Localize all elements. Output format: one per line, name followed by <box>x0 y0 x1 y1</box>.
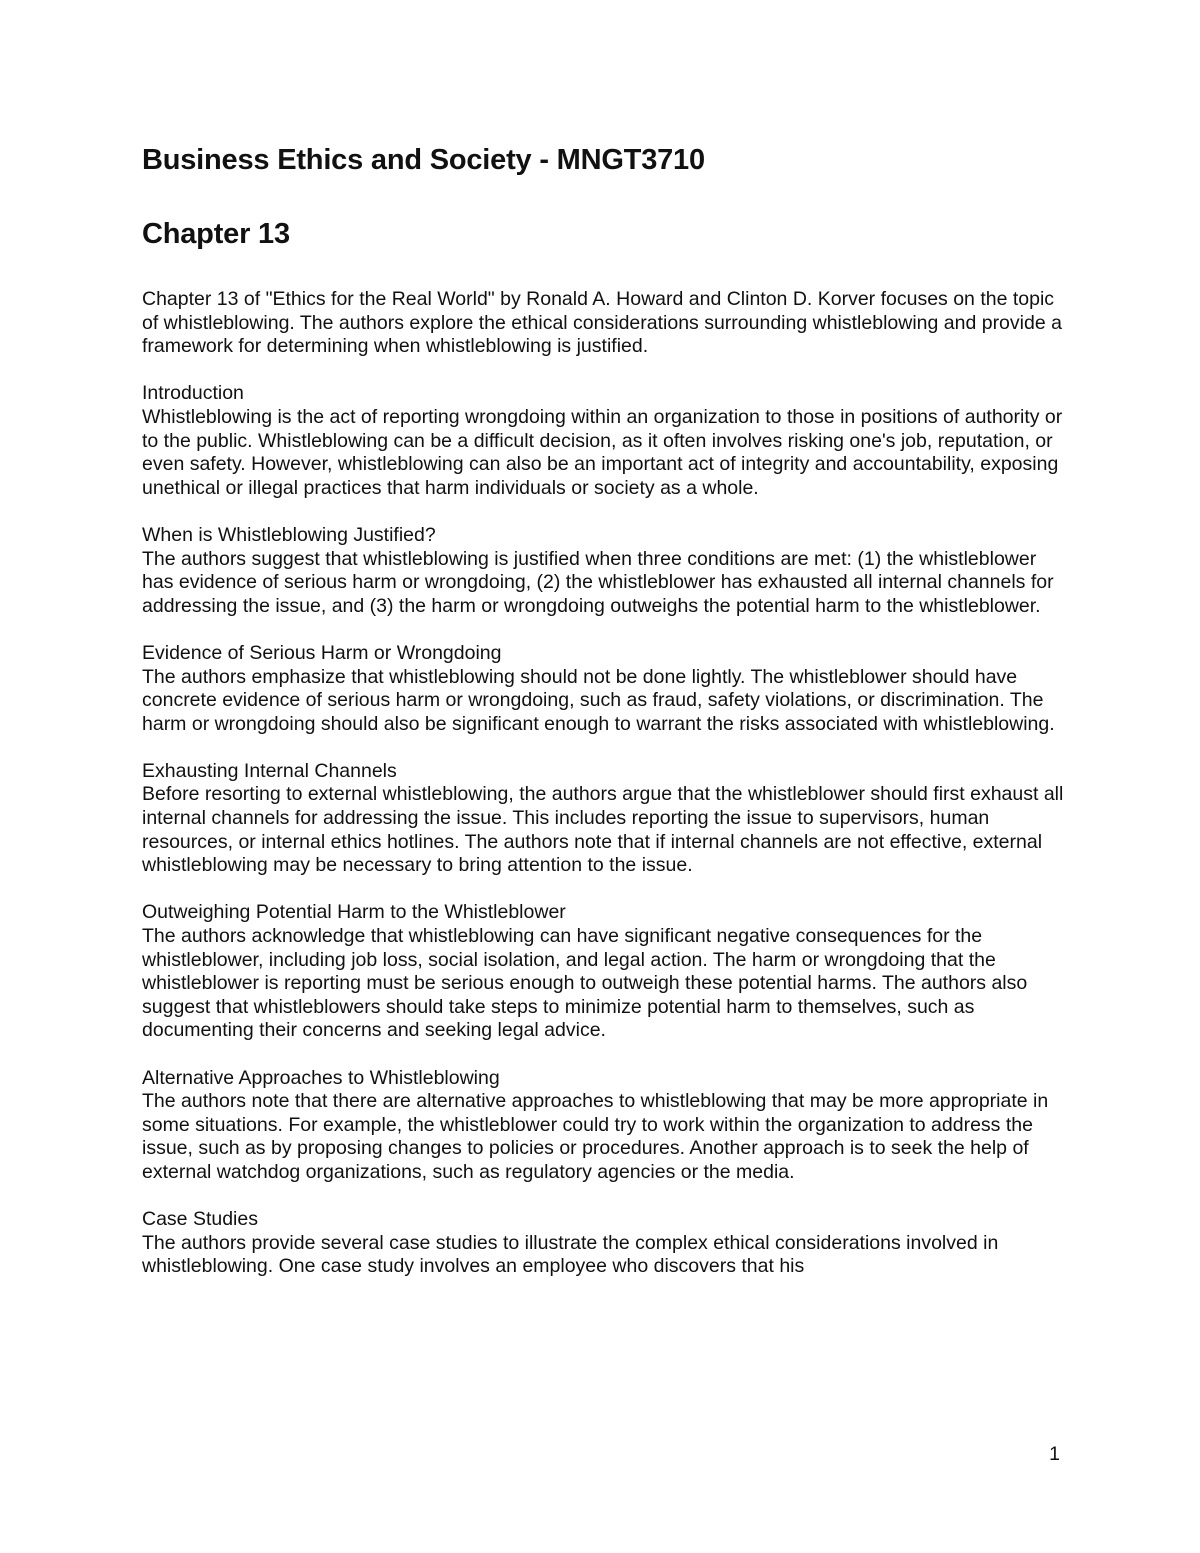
section-body: The authors emphasize that whistleblowing should not be done lightly. The whistleblower should have concrete evidence of serious harm or wrongdoing, such as fraud, safety violations, or discrimination. The harm or wrongdoing should also be significant enough to warrant the risks associated with whistleblowing. <box>142 665 1055 735</box>
section-title: Outweighing Potential Harm to the Whistleblower <box>142 901 566 924</box>
page-number: 1 <box>1049 1443 1060 1465</box>
section-body: Before resorting to external whistleblowing, the authors argue that the whistleblower should first exhaust all internal channels for addressing the issue. This includes reporting the issue to supervisors, human resources, or internal ethics hotlines. The authors note that if internal channels are not effective, external whistleblowing may be necessary to bring attention to the issue. <box>142 783 1064 877</box>
section-when-justified <box>142 524 1067 618</box>
section-case-studies <box>142 1208 1067 1279</box>
section-body: Whistleblowing is the act of reporting wrongdoing within an organization to those in positions of authority or to the public. Whistleblowing can be a difficult decision, as it often involves risking one's job, reputation, or even safety. However, whistleblowing can also be an important act of integrity and accountability, exposing unethical or illegal practices that harm individuals or society as a whole. <box>142 405 1063 499</box>
document-content <box>142 140 1067 1303</box>
section-evidence <box>142 642 1067 736</box>
section-outweighing-harm <box>142 901 1067 1043</box>
section-alternative-approaches <box>142 1067 1067 1185</box>
section-internal-channels <box>142 760 1067 878</box>
section-title: When is Whistleblowing Justified? <box>142 523 436 546</box>
section-body: The authors suggest that whistleblowing is justified when three conditions are met: (1) the whistleblower has evidence of serious harm or wrongdoing, (2) the whistleblower has exhausted all internal channels for addressing the issue, and (3) the harm or wrongdoing outweighs the potential harm to the whistleblower. <box>142 547 1054 617</box>
section-title: Evidence of Serious Harm or Wrongdoing <box>142 641 502 664</box>
document-title: Business Ethics and Society - MNGT3710 <box>142 144 705 176</box>
section-body: The authors note that there are alternative approaches to whistleblowing that may be more appropriate in some situations. For example, the whistleblower could try to work within the organization to address the issue, such as by proposing changes to policies or procedures. Another approach is to seek the help of external watchdog organizations, such as regulatory agencies or the media. <box>142 1090 1049 1183</box>
section-body: The authors acknowledge that whistleblowing can have significant negative consequences for the whistleblower, including job loss, social isolation, and legal action. The harm or wrongdoing that the whistleblower is reporting must be serious enough to outweigh these potential harms. The authors also suggest that whistleblowers should take steps to minimize potential harm to themselves, such as documenting their concerns and seeking legal advice. <box>142 925 1028 1042</box>
section-title: Case Studies <box>142 1208 258 1231</box>
intro-paragraph: Chapter 13 of "Ethics for the Real World" by Ronald A. Howard and Clinton D. Korver focuses on the topic of whistleblowing. The authors explore the ethical considerations surrounding whistleblowing and provide a framework for determining when whistleblowing is justified. <box>142 288 1062 358</box>
section-title: Alternative Approaches to Whistleblowing <box>142 1066 500 1089</box>
section-body: The authors provide several case studies to illustrate the complex ethical considerations involved in whistleblowing. One case study involves an employee who discovers that his <box>142 1231 999 1278</box>
section-title: Exhausting Internal Channels <box>142 759 397 782</box>
section-introduction <box>142 382 1067 500</box>
section-title: Introduction <box>142 382 244 405</box>
chapter-heading: Chapter 13 <box>142 218 290 250</box>
